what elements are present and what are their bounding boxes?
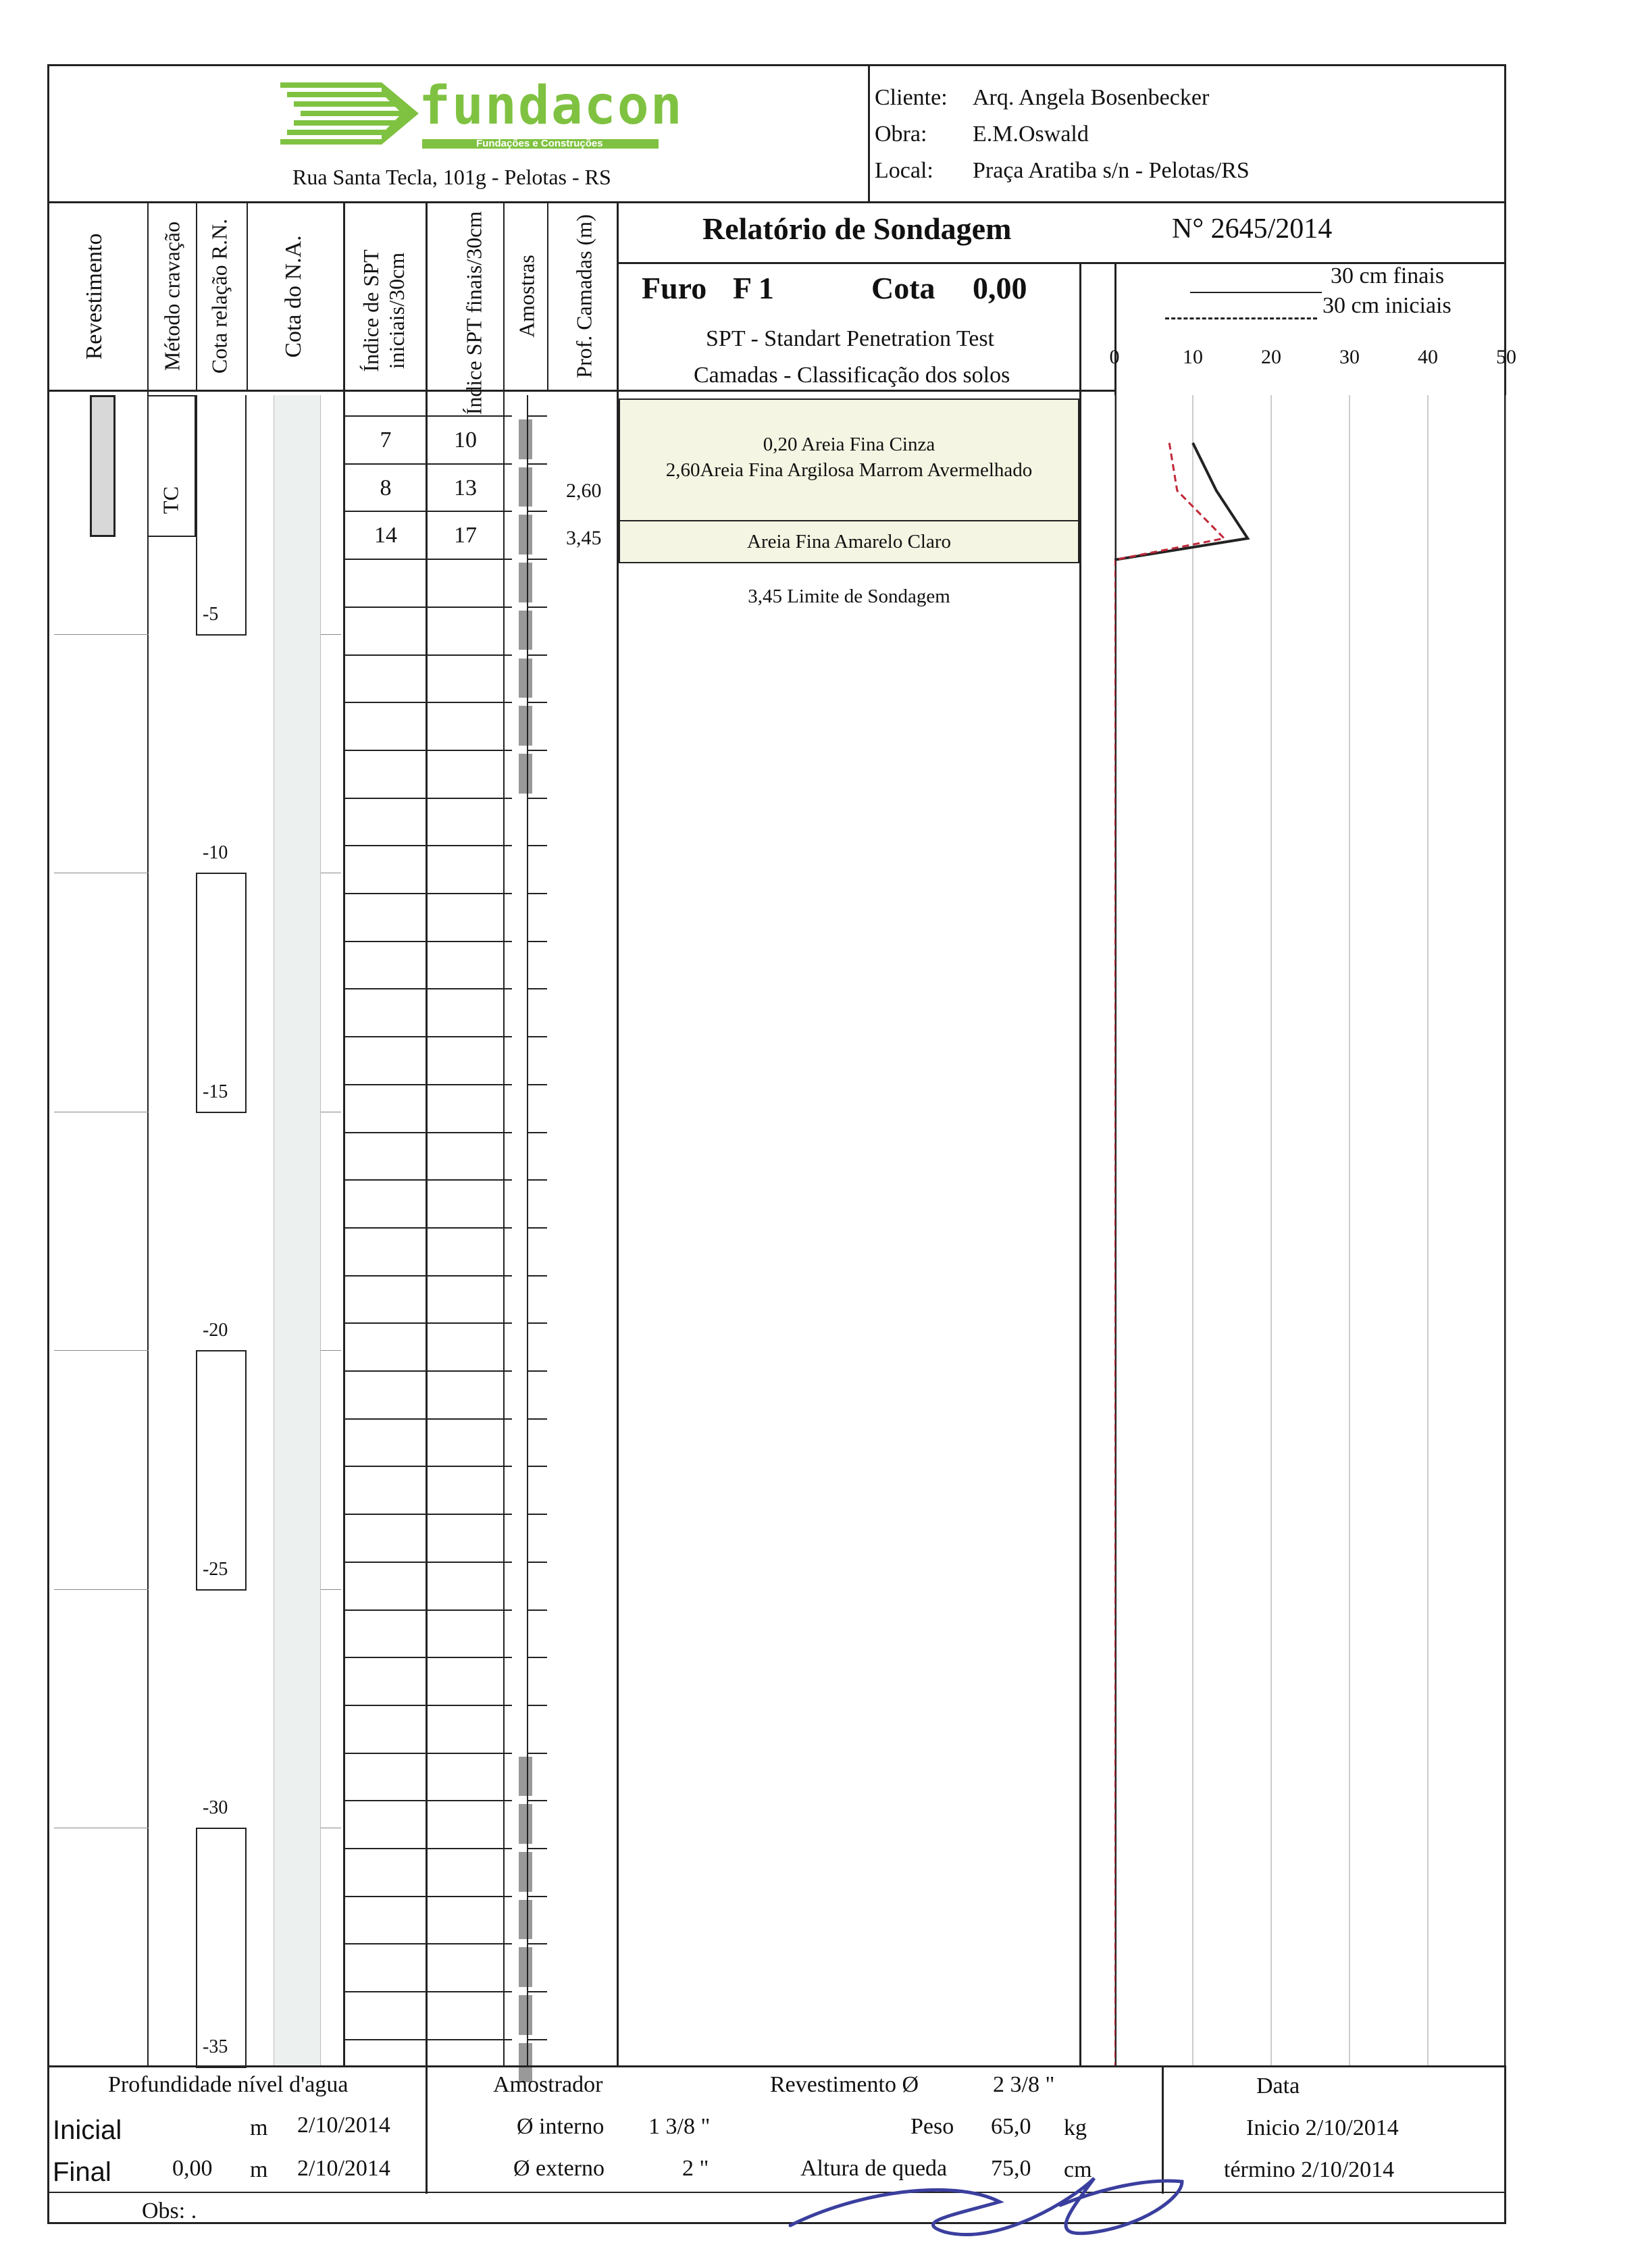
revestimento-label: Revestimento Ø	[770, 2072, 919, 2097]
spt-col-divider	[503, 395, 505, 2067]
spt-grid-row	[343, 1084, 512, 1085]
amostra-tick	[527, 1227, 547, 1229]
spt-grid-row	[343, 1800, 512, 1801]
amostra-tick	[527, 1800, 547, 1801]
depth-tick-label: -10	[203, 842, 228, 863]
amostra-tick	[527, 1896, 547, 1897]
final-value: 0,00	[172, 2156, 213, 2181]
spt-grid-row	[343, 1943, 512, 1944]
amostra-mark	[519, 1852, 532, 1892]
spt-grid-row	[343, 845, 512, 846]
cota-na-bar	[274, 395, 321, 2067]
amostra-tick	[527, 750, 547, 751]
amostra-tick	[527, 1991, 547, 1992]
col-amostras: Amostras	[514, 255, 539, 338]
spt-iniciais-value: 8	[380, 475, 392, 500]
amostra-mark	[519, 754, 532, 794]
spt-iniciais-value: 7	[380, 428, 392, 453]
depth-guide-na	[321, 634, 341, 635]
depth-tick-label: -30	[203, 1797, 228, 1818]
amostra-tick	[527, 511, 547, 512]
amostra-tick	[527, 463, 547, 465]
amostra-tick	[527, 1705, 547, 1706]
spt-grid-row	[343, 1514, 512, 1515]
spt-grid-row	[343, 463, 512, 465]
rn-band	[196, 1350, 247, 1589]
amostra-tick	[527, 1514, 547, 1515]
furo-value: F 1	[733, 271, 774, 305]
amostra-tick	[527, 1418, 547, 1420]
amostra-tick	[527, 941, 547, 942]
spt-grid-row	[343, 1036, 512, 1037]
signature-drawing	[777, 2151, 1209, 2259]
depth-guide-left	[54, 634, 149, 635]
spt-grid-row	[343, 1275, 512, 1277]
amostra-tick	[527, 607, 547, 608]
metodo-value: TC	[158, 486, 183, 514]
revestimento-value: 2 3/8 "	[993, 2072, 1055, 2097]
local-value: Praça Aratiba s/n - Pelotas/RS	[973, 158, 1250, 183]
amostra-tick	[527, 988, 547, 989]
spt-grid-row	[343, 559, 512, 560]
spt-grid-row	[343, 798, 512, 799]
depth-guide-left	[54, 1350, 149, 1351]
amostra-tick	[527, 798, 547, 799]
amostra-tick	[527, 1370, 547, 1372]
series-line-iniciais	[1114, 443, 1224, 2067]
col-metodo: Método cravação	[159, 221, 184, 371]
report-number: N° 2645/2014	[1172, 213, 1333, 244]
layer2: Areia Fina Amarelo Claro	[747, 531, 951, 552]
inicial-date: 2/10/2014	[297, 2113, 390, 2138]
amostra-tick	[527, 1466, 547, 1467]
obs-label: Obs: .	[142, 2198, 197, 2223]
amostra-mark	[519, 467, 532, 507]
spt-grid-row	[343, 1657, 512, 1658]
amostra-mark	[519, 1804, 532, 1844]
amostra-tick	[527, 1322, 547, 1324]
inicial-unit: m	[250, 2115, 268, 2140]
amostra-tick	[527, 1657, 547, 1658]
cliente-value: Arq. Angela Bosenbecker	[973, 85, 1210, 110]
obra-value: E.M.Oswald	[973, 122, 1089, 147]
amostra-mark	[519, 611, 532, 650]
spt-grid-row	[343, 2039, 512, 2040]
altura-label: Altura de queda	[800, 2156, 948, 2181]
externo-label: Ø externo	[513, 2156, 605, 2181]
amostra-tick	[527, 1084, 547, 1085]
depth-tick-line	[196, 1112, 247, 1113]
legend-iniciais-line	[1165, 317, 1317, 319]
spt-grid-row	[343, 607, 512, 608]
spt-grid-row	[343, 1896, 512, 1897]
col-revestimento: Revestimento	[82, 233, 107, 360]
inicial-label: Inicial	[53, 2115, 122, 2145]
cliente-label: Cliente:	[875, 85, 948, 110]
amostra-mark	[519, 1995, 532, 2035]
graph-x-tick-label: 0	[1109, 346, 1120, 368]
amostra-mark	[519, 1900, 532, 1940]
spt-grid-row	[343, 1848, 512, 1849]
cota-value: 0,00	[973, 271, 1027, 305]
spt-finais-value: 17	[454, 523, 477, 548]
local-label: Local:	[875, 158, 933, 183]
spt-grid-row	[343, 1227, 512, 1229]
revestimento-casing	[90, 395, 115, 537]
cota-label: Cota	[871, 271, 935, 305]
amostra-left-line	[527, 395, 528, 2067]
amostra-mark	[519, 563, 532, 602]
furo-label: Furo	[642, 271, 707, 305]
graph-x-tick-label: 50	[1496, 346, 1516, 368]
spt-iniciais-value: 14	[374, 523, 397, 548]
spt-grid-row	[343, 1132, 512, 1133]
col-prof-camadas: Prof. Camadas (m)	[571, 214, 596, 378]
spt-grid-row	[343, 1370, 512, 1372]
prof-camada-value: 3,45	[566, 527, 602, 550]
amostra-tick	[527, 1036, 547, 1037]
rn-band	[196, 873, 247, 1112]
camadas-line: Camadas - Classificação dos solos	[694, 363, 1010, 388]
spt-grid-row	[343, 702, 512, 703]
spt-line: SPT - Standart Penetration Test	[706, 326, 994, 351]
obra-label: Obra:	[875, 122, 927, 147]
company-address: Rua Santa Tecla, 101g - Pelotas - RS	[292, 165, 611, 189]
spt-grid-row	[343, 893, 512, 894]
spt-grid-row	[343, 654, 512, 656]
rn-band	[196, 1828, 247, 2067]
amostra-tick	[527, 654, 547, 656]
spt-grid-row	[343, 1418, 512, 1420]
logo-tagline: Fundações e Construções	[476, 138, 603, 149]
prof-camada-value: 2,60	[566, 479, 602, 502]
layer1-a: 0,20 Areia Fina Cinza	[763, 434, 935, 455]
col-cota-rn: Cota relação R.N.	[207, 218, 232, 374]
spt-grid-row	[343, 750, 512, 751]
final-date: 2/10/2014	[297, 2156, 390, 2181]
amostra-tick	[527, 1848, 547, 1849]
spt-grid-row	[343, 1609, 512, 1611]
rn-band	[196, 395, 247, 634]
spt-grid-row	[343, 1179, 512, 1181]
amostra-tick	[527, 2039, 547, 2040]
depth-guide-na	[321, 1350, 341, 1351]
report-title: Relatório de Sondagem	[702, 211, 1012, 246]
depth-tick-label: -15	[203, 1081, 228, 1102]
inicio-date: Inicio 2/10/2014	[1246, 2115, 1399, 2140]
data-label: Data	[1256, 2073, 1300, 2098]
legend-finais-line	[1190, 292, 1322, 293]
depth-tick-label: -20	[203, 1320, 228, 1341]
series-line-finais	[1114, 443, 1248, 560]
spt-grid-row	[343, 941, 512, 942]
spt-grid-row	[343, 1466, 512, 1467]
spt-finais-value: 13	[454, 475, 477, 500]
amostra-mark	[519, 419, 532, 459]
depth-tick-label: -25	[203, 1558, 228, 1580]
layer1-b: 2,60Areia Fina Argilosa Marrom Avermelhado	[665, 459, 1033, 481]
legend-finais: 30 cm finais	[1331, 263, 1445, 288]
amostra-tick	[527, 415, 547, 417]
termino-date: término 2/10/2014	[1224, 2157, 1395, 2182]
limite-sondagem: 3,45 Limite de Sondagem	[748, 586, 950, 607]
amostra-tick	[527, 1943, 547, 1944]
spt-grid-row	[343, 415, 512, 417]
amostra-tick	[527, 559, 547, 560]
interno-value: 1 3/8 "	[648, 2114, 711, 2139]
spt-grid-row	[343, 1562, 512, 1563]
amostra-tick	[527, 1609, 547, 1611]
spt-finais-value: 10	[454, 428, 477, 453]
final-label: Final	[53, 2157, 111, 2187]
peso-label: Peso	[910, 2114, 954, 2139]
spt-grid-row	[343, 1991, 512, 1992]
graph-x-tick-label: 30	[1339, 346, 1360, 368]
depth-guide-left	[54, 1589, 149, 1590]
amostra-mark	[519, 706, 532, 746]
depth-tick-label: -35	[203, 2036, 228, 2057]
amostra-tick	[527, 1179, 547, 1181]
logo-text: fundacon	[419, 76, 684, 136]
spt-grid-row	[343, 1705, 512, 1706]
altura-unit: cm	[1064, 2157, 1092, 2182]
depth-tick-line	[196, 634, 247, 636]
spt-grid-row	[343, 1753, 512, 1754]
amostra-tick	[527, 1753, 547, 1754]
amostra-tick	[527, 845, 547, 846]
amostra-tick	[527, 1132, 547, 1133]
amostra-tick	[527, 893, 547, 894]
amostra-tick	[527, 1562, 547, 1563]
amostra-mark	[519, 1757, 532, 1797]
legend-iniciais: 30 cm iniciais	[1322, 293, 1452, 318]
spt-grid-row	[343, 988, 512, 989]
amostra-tick	[527, 1275, 547, 1277]
col-spt-iniciais: Índice de SPT iniciais/30cm	[359, 249, 409, 372]
amostra-tick	[527, 702, 547, 703]
spt-grid-row	[343, 1322, 512, 1324]
amostrador-label: Amostrador	[493, 2072, 603, 2097]
depth-guide-na	[321, 1589, 341, 1590]
graph-x-tick-label: 10	[1183, 346, 1203, 368]
spt-graph	[1114, 395, 1506, 2067]
externo-value: 2 "	[682, 2156, 709, 2181]
amostra-mark	[519, 515, 532, 555]
col-spt-finais: Índice SPT finais/30cm	[461, 211, 486, 415]
prof-nivel-title: Profundidade nível d'agua	[108, 2072, 349, 2097]
amostra-mark	[519, 659, 532, 698]
depth-tick-line	[196, 1589, 247, 1591]
graph-x-tick-label: 20	[1261, 346, 1281, 368]
graph-x-tick-label: 40	[1418, 346, 1438, 368]
depth-tick-label: -5	[203, 603, 219, 625]
peso-unit: kg	[1064, 2115, 1087, 2140]
altura-value: 75,0	[991, 2156, 1031, 2181]
final-unit: m	[250, 2157, 268, 2182]
col-cota-na: Cota do N.A.	[281, 235, 306, 358]
spt-grid-row	[343, 511, 512, 512]
amostra-mark	[519, 1947, 532, 1987]
peso-value: 65,0	[991, 2114, 1031, 2139]
company-logo	[274, 76, 684, 154]
interno-label: Ø interno	[517, 2114, 605, 2139]
